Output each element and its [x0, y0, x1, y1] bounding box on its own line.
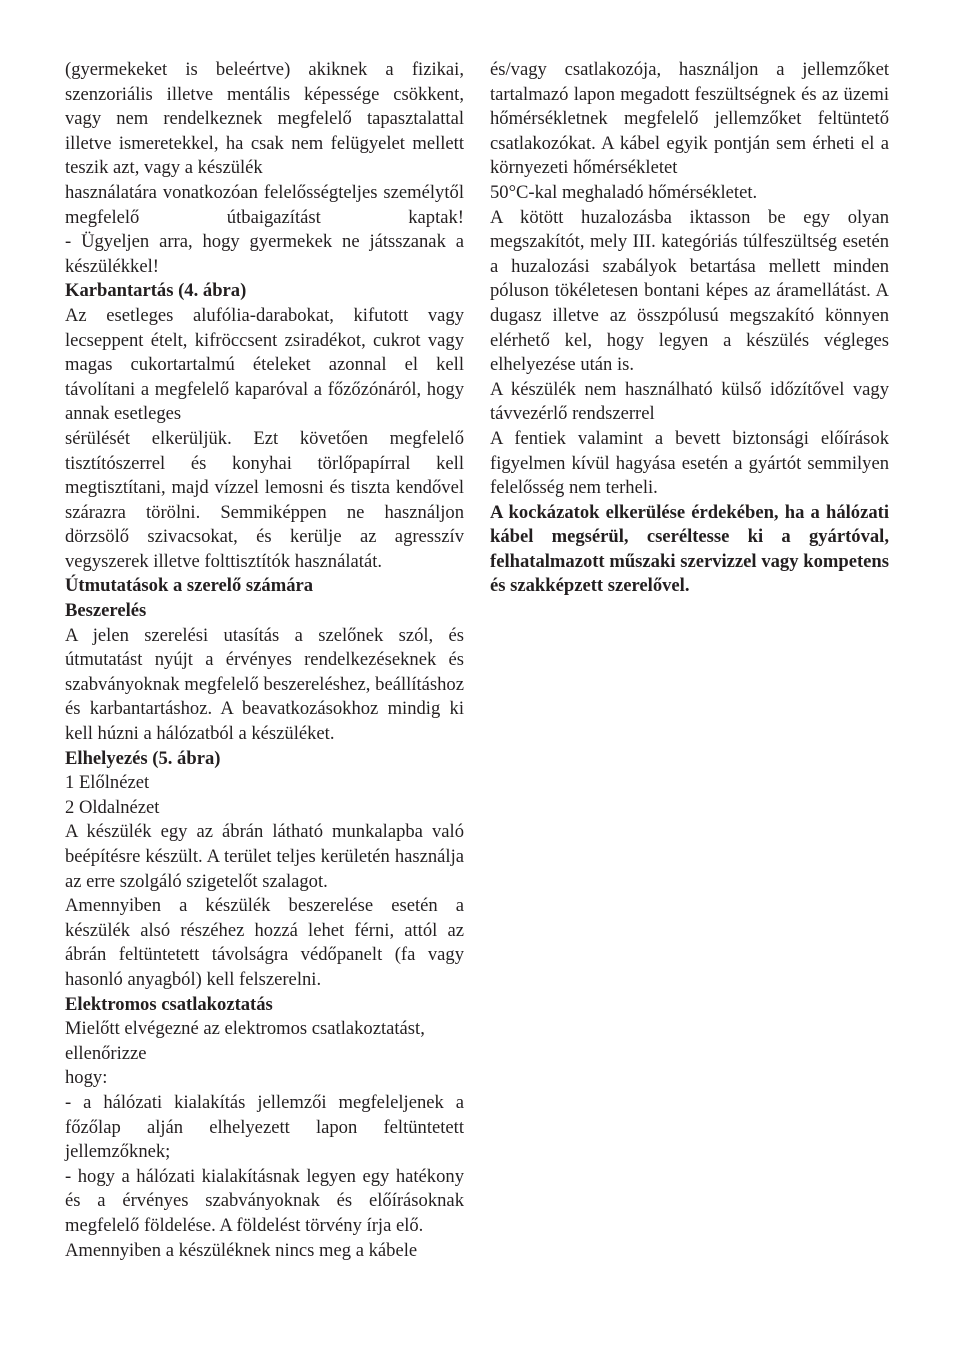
list-item-front-view: 1 Előlnézet: [65, 772, 150, 794]
paragraph-circuit-breaker: A kötött huzalozásba iktasson be egy olyan megszakítót, mely III. kategóriás túlfeszültség esetén a huzalozási szabályok betartása mellett minden póluson tökéletesen bontani képes az áramellátást. A dugasz illetve az összpólusú megszakító könnyen elérhető kel, hogy legyen a készülés végleges elhelyezése után is.: [490, 206, 889, 376]
heading-maintenance: Karbantartás (4. ábra): [65, 280, 247, 302]
paragraph-installation: A jelen szerelési utasítás a szelőnek szól, és útmutatást nyújt a érvényes rendelkezéseknek és szabványoknak megfelelő beszereléshez, beállításhoz és karbantartáshoz. A beavatkozásokhoz mindig ki kell húzni a hálózatból a készüléket.: [65, 624, 464, 745]
paragraph-electrical-item-1: - a hálózati kialakítás jellemzői megfeleljenek a főzőlap alján elhelyezett lapon feltüntetett jellemzőknek;: [65, 1091, 464, 1163]
heading-installation: Beszerelés: [65, 600, 147, 622]
paragraph-children-warning: - Ügyeljen arra, hogy gyermekek ne játsszanak a készülékkel!: [65, 231, 464, 277]
right-column: [490, 58, 889, 599]
heading-installer-instructions: Útmutatások a szerelő számára: [65, 575, 314, 597]
paragraph-connector: és/vagy csatlakozója, használjon a jellemzőket tartalmazó lapon megadott feszültségnek és az üzemi hőmérsékletnek megfelelő jellemzőket feltüntető csatlakozókat. A kábel egyik pontján sem érheti el a környezeti hőmérsékletet: [490, 59, 889, 179]
paragraph-maintenance-2: sérülését elkerüljük. Ezt követően megfelelő tisztítószerrel és konyhai törlőpapírral kell megtisztítani, majd vízzel lemosni és tiszta kendővel szárazra törölni. Semmiképpen ne használjon dörzsölő szivacsokat, és kerülje az agresszív vegyszerek illetve folttisztítók használatát.: [65, 427, 464, 572]
heading-electrical-connection: Elektromos csatlakoztatás: [65, 993, 273, 1015]
heading-placement: Elhelyezés (5. ábra): [65, 747, 221, 769]
paragraph-placement-1: A készülék egy az ábrán látható munkalapba való beépítésre készült. A terület teljes kerületén használja az erre szolgáló szigetelőt szalagot.: [65, 821, 464, 892]
paragraph-supervision: (gyermekeket is beleértve) akiknek a fizikai, szenzoriális illetve mentális képessége csökkent, vagy nem rendelkeznek megfelelő tapasztalattal illetve ismeretekkel, ha csak nem felügyelet mellett teszik azt, vagy a készülék: [65, 59, 464, 179]
paragraph-liability: A fentiek valamint a bevett biztonsági előírások figyelmen kívül hagyása esetén a gyártót semmilyen felelősség nem terheli.: [490, 427, 889, 499]
paragraph-cable-missing: Amennyiben a készüléknek nincs meg a kábele: [65, 1239, 418, 1261]
paragraph-that: hogy:: [65, 1067, 108, 1089]
paragraph-electrical-check: Mielőtt elvégezné az elektromos csatlakoztatást, ellenőrizze: [65, 1018, 425, 1064]
paragraph-cable-replacement-warning: A kockázatok elkerülése érdekében, ha a hálózati kábel megsérül, cseréltesse ki a gyártóval, felhatalmazott műszaki szervizzel vagy kompetens és szakképzett szerelővel.: [490, 501, 889, 597]
paragraph-electrical-item-2: - hogy a hálózati kialakításnak legyen egy hatékony és a érvényes szabványoknak és előírásoknak megfelelő földelése. A földelést törvény írja elő.: [65, 1165, 464, 1236]
list-item-side-view: 2 Oldalnézet: [65, 796, 160, 818]
paragraph-temperature: 50°C-kal meghaladó hőmérsékletet.: [490, 181, 758, 203]
left-column: [65, 58, 464, 1263]
paragraph-guidance: használatára vonatkozóan felelősségteljes személytől megfelelő útbaigazítást kaptak!: [65, 181, 464, 228]
paragraph-timer: A készülék nem használható külső időzítővel vagy távvezérlő rendszerrel: [490, 378, 889, 425]
paragraph-placement-2: Amennyiben a készülék beszerelése esetén a készülék alsó részéhez hozzá lehet férni, attól az ábrán feltüntetett távolságra védőpanelt (fa vagy hasonló anyagból) kell felszerelni.: [65, 895, 464, 990]
paragraph-maintenance-1: Az esetleges alufólia-darabokat, kifutott vagy lecseppent ételt, kifröccsent zsiradékot, cukrot vagy magas cukortartalmú ételeket azonnal el kell távolítani a megfelelő kaparóval a főzőzónáról, hogy annak esetleges: [65, 304, 464, 425]
